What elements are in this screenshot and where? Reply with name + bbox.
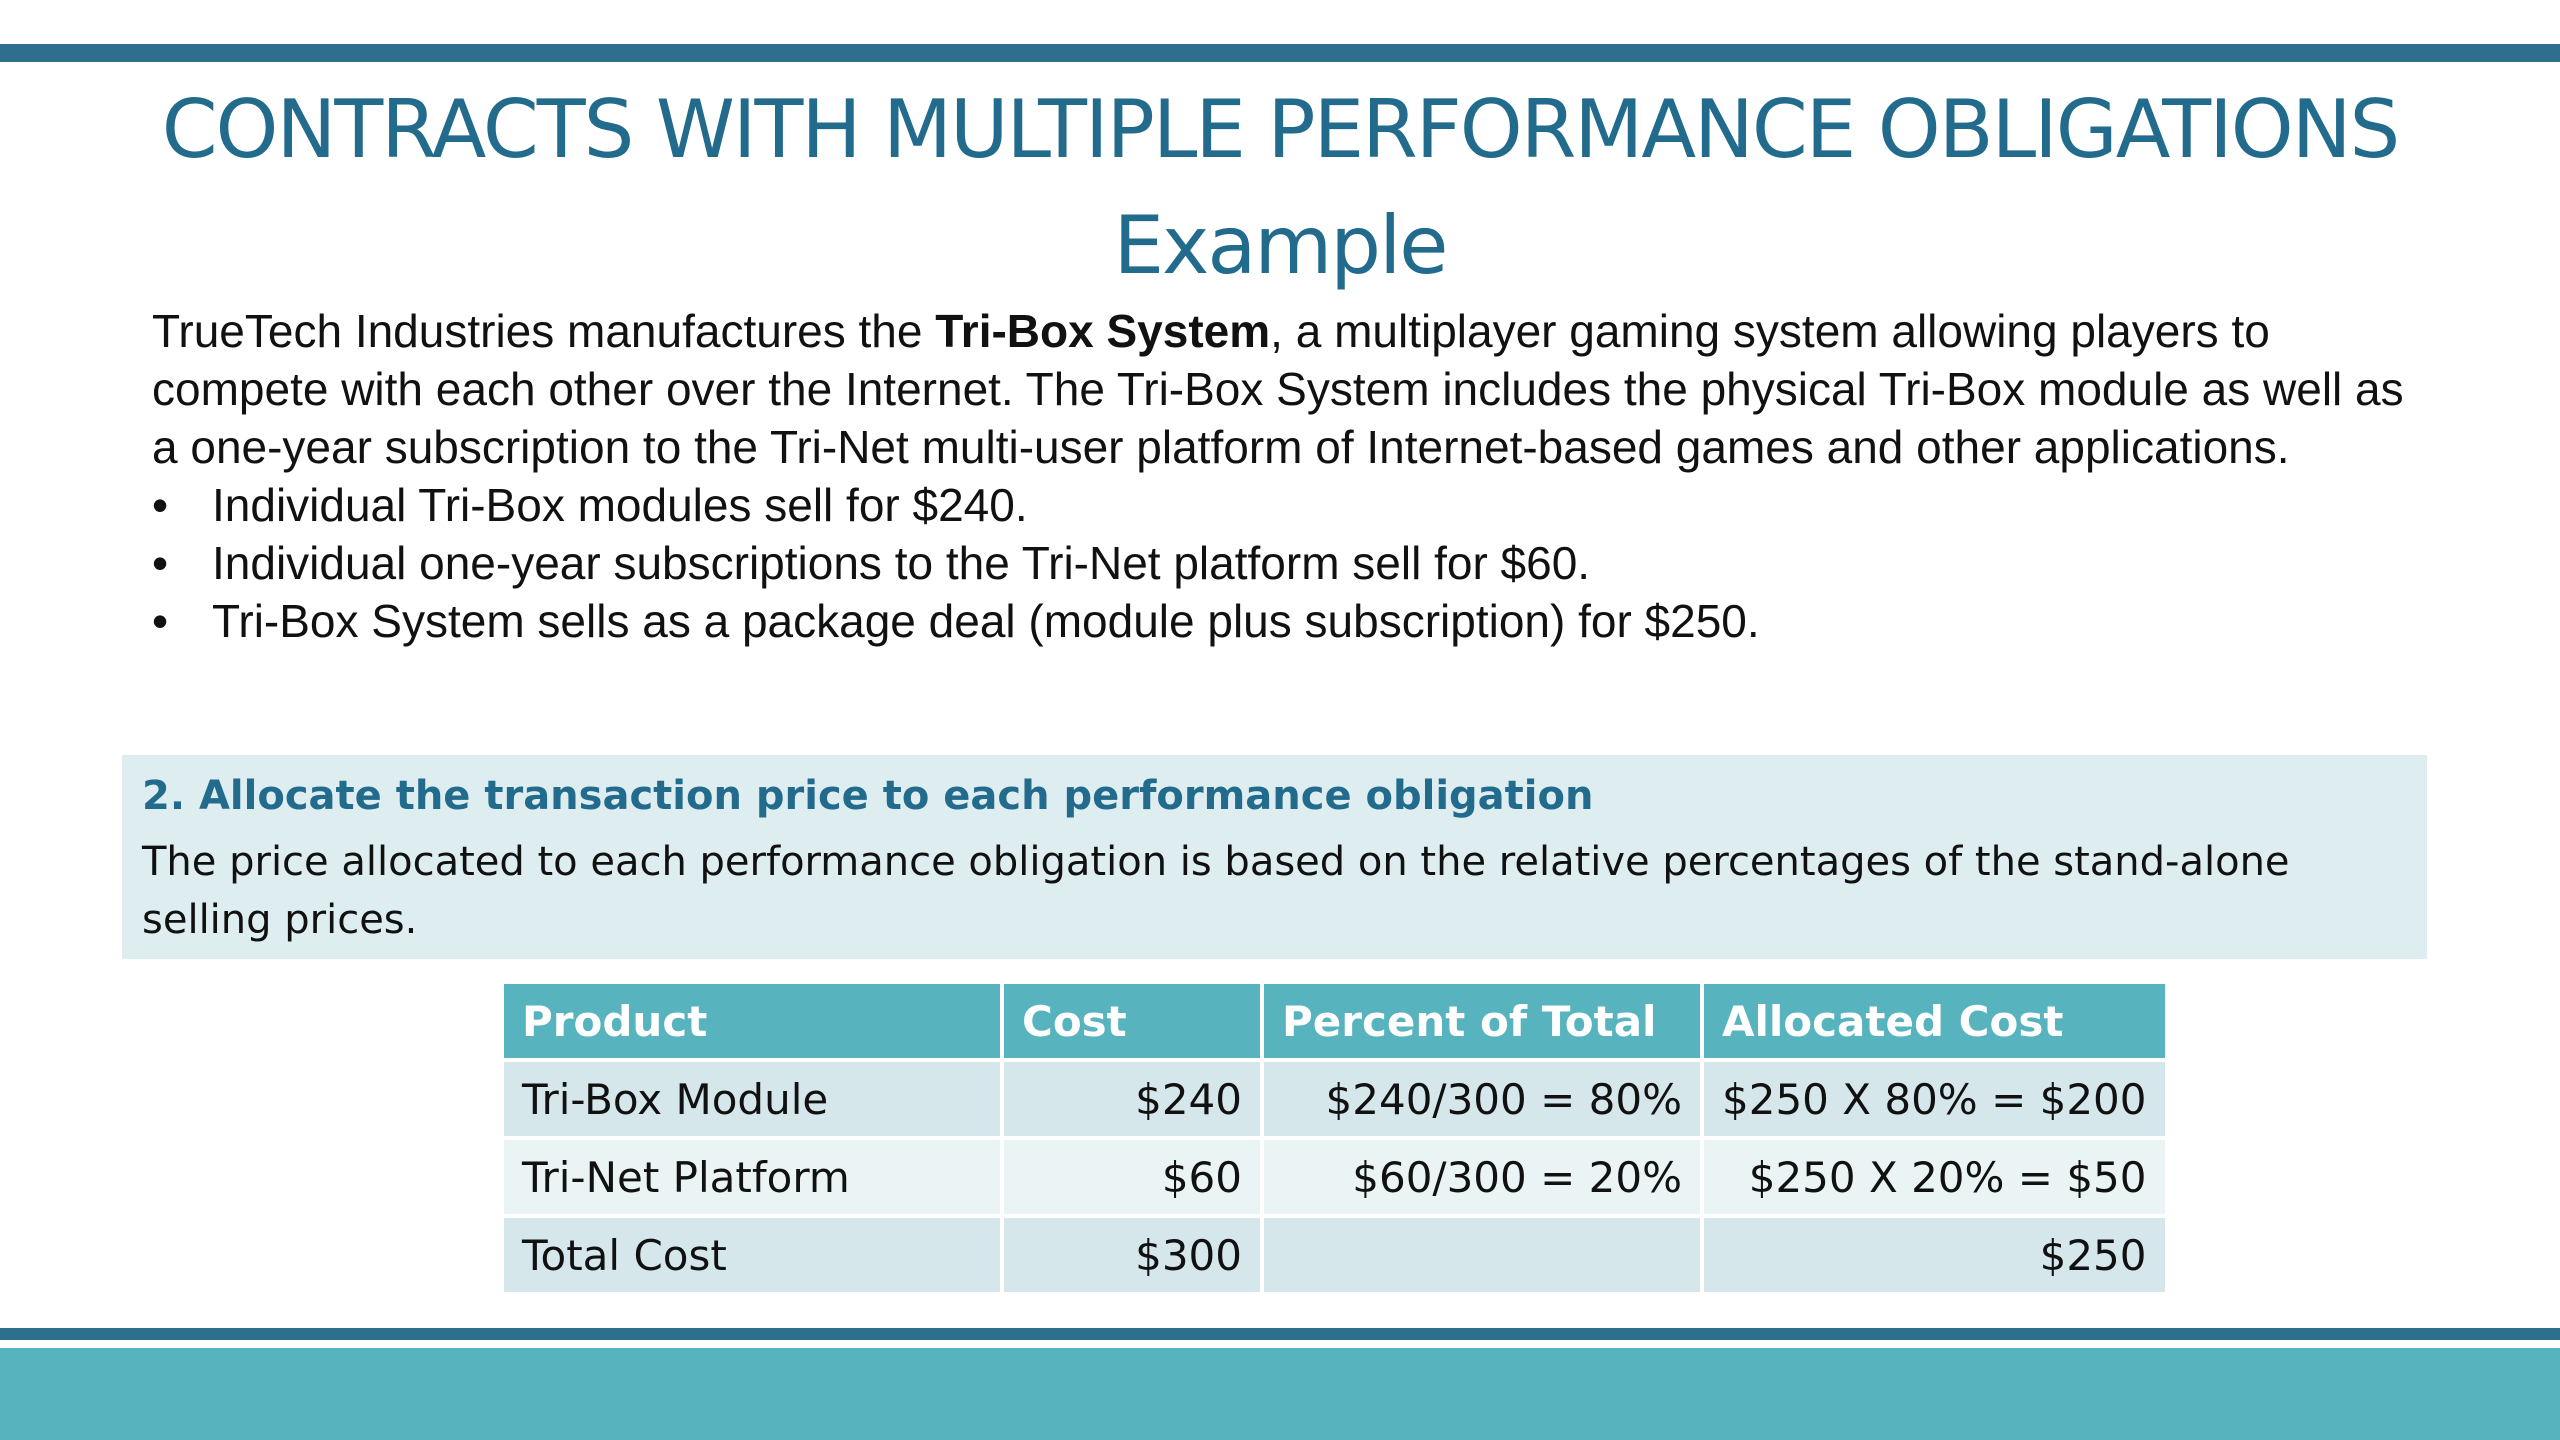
cell-product: Tri-Box Module: [504, 1062, 1000, 1136]
header-percent-of-total: Percent of Total: [1264, 984, 1700, 1058]
table-header-row: [504, 984, 2165, 1058]
cell-percent: [1264, 1218, 1700, 1292]
step-heading: 2. Allocate the transaction price to each performance obligation: [142, 773, 1594, 819]
intro-pre: TrueTech Industries manufactures the: [152, 305, 936, 357]
slide-title: [0, 72, 2560, 304]
header-cost: Cost: [1004, 984, 1260, 1058]
title-line-1: CONTRACTS WITH MULTIPLE PERFORMANCE OBLIGATIONS: [161, 83, 2399, 176]
step-description: The price allocated to each performance obligation is based on the relative percentages of the stand-alone selling prices.: [142, 839, 2290, 943]
bullet-item: [152, 476, 2432, 534]
bullet-marker: •: [152, 537, 169, 589]
cell-allocated: $250: [1704, 1218, 2165, 1292]
cell-cost: $240: [1004, 1062, 1260, 1136]
bullet-list: [152, 476, 2432, 650]
intro-post: , a multiplayer gaming system allowing players to compete with each other over the Internet. The Tri-Box System includes the physical Tri-Box module as well as a one-year subscription to the Tri-Net multi-user platform of Internet-based games and other applications.: [152, 305, 2404, 473]
cell-allocated: $250 X 20% = $50: [1704, 1140, 2165, 1214]
cell-product: Total Cost: [504, 1218, 1000, 1292]
bullet-item: [152, 534, 2432, 592]
bullet-text: Tri-Box System sells as a package deal (module plus subscription) for $250.: [212, 595, 1760, 647]
intro-text: [152, 302, 2432, 650]
header-product: Product: [504, 984, 1000, 1058]
cell-product: Tri-Net Platform: [504, 1140, 1000, 1214]
cell-percent: $240/300 = 80%: [1264, 1062, 1700, 1136]
step-callout-box: [122, 755, 2427, 959]
cell-percent: $60/300 = 20%: [1264, 1140, 1700, 1214]
bottom-accent-bar: [0, 1328, 2560, 1340]
table-row: [504, 1062, 2165, 1136]
header-allocated-cost: Allocated Cost: [1704, 984, 2165, 1058]
cell-cost: $300: [1004, 1218, 1260, 1292]
bullet-text: Individual one-year subscriptions to the Tri-Net platform sell for $60.: [212, 537, 1591, 589]
bullet-item: [152, 592, 2432, 650]
top-accent-bar: [0, 44, 2560, 62]
bullet-text: Individual Tri-Box modules sell for $240.: [212, 479, 1028, 531]
table-row: [504, 1140, 2165, 1214]
bullet-marker: •: [152, 595, 169, 647]
table-row: [504, 1218, 2165, 1292]
footer-band: [0, 1348, 2560, 1440]
title-line-2: Example: [1113, 199, 1447, 292]
cell-allocated: $250 X 80% = $200: [1704, 1062, 2165, 1136]
intro-bold-product: Tri-Box System: [935, 305, 1271, 357]
bullet-marker: •: [152, 479, 169, 531]
cell-cost: $60: [1004, 1140, 1260, 1214]
allocation-table: [500, 980, 2169, 1296]
intro-paragraph: [152, 302, 2432, 476]
